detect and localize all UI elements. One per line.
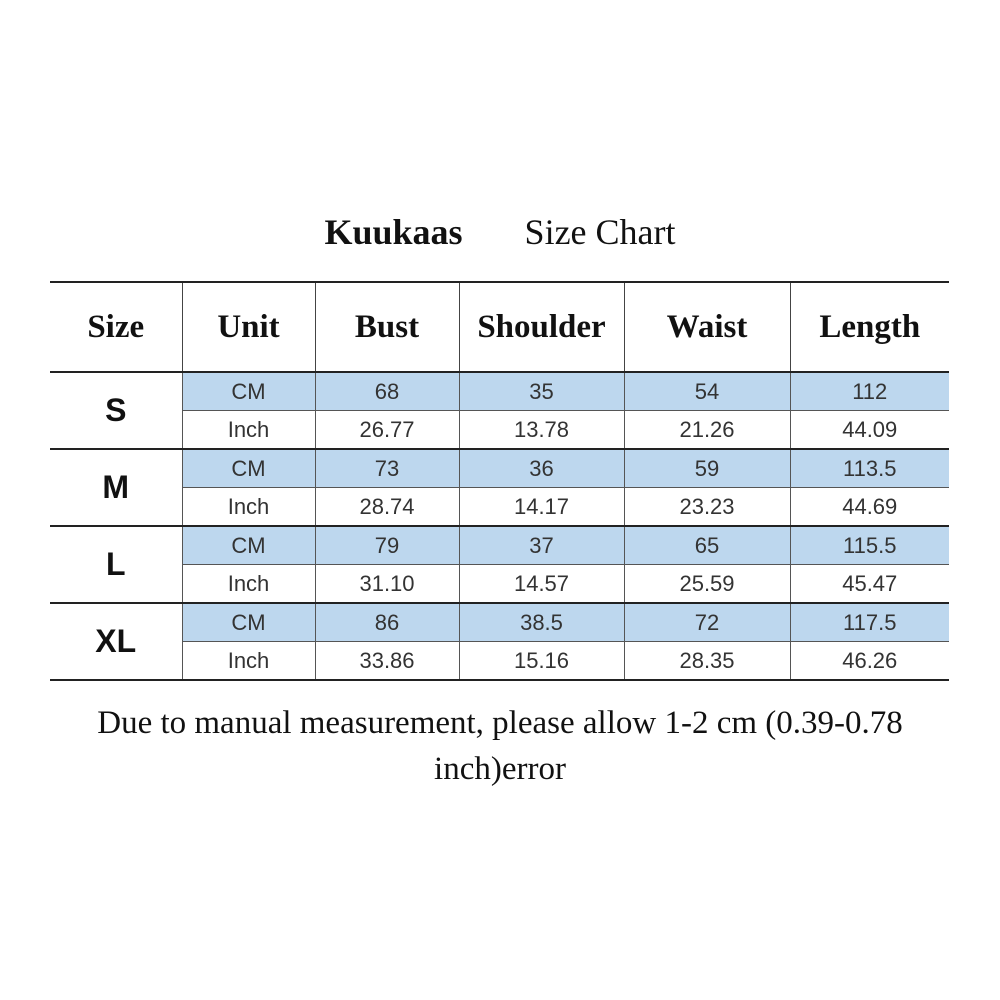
waist-cell: 65 (624, 526, 790, 565)
header-size: Size (50, 282, 182, 372)
unit-cell: Inch (182, 565, 315, 604)
unit-cell: Inch (182, 411, 315, 450)
unit-cell: CM (182, 449, 315, 488)
length-cell: 115.5 (790, 526, 949, 565)
shoulder-cell: 14.17 (459, 488, 624, 527)
bust-cell: 79 (315, 526, 459, 565)
shoulder-cell: 35 (459, 372, 624, 411)
unit-cell: Inch (182, 488, 315, 527)
waist-cell: 28.35 (624, 642, 790, 681)
size-label-l: L (50, 526, 182, 603)
waist-cell: 25.59 (624, 565, 790, 604)
length-cell: 46.26 (790, 642, 949, 681)
size-table (50, 281, 949, 681)
bust-cell: 68 (315, 372, 459, 411)
table-row-xl-cm (50, 603, 949, 642)
table-row-l-inch (50, 565, 949, 604)
length-cell: 45.47 (790, 565, 949, 604)
length-cell: 112 (790, 372, 949, 411)
header-unit: Unit (182, 282, 315, 372)
shoulder-cell: 36 (459, 449, 624, 488)
shoulder-cell: 37 (459, 526, 624, 565)
unit-cell: CM (182, 526, 315, 565)
header-waist: Waist (624, 282, 790, 372)
bust-cell: 26.77 (315, 411, 459, 450)
shoulder-cell: 13.78 (459, 411, 624, 450)
bust-cell: 31.10 (315, 565, 459, 604)
bust-cell: 86 (315, 603, 459, 642)
waist-cell: 21.26 (624, 411, 790, 450)
size-label-xl: XL (50, 603, 182, 680)
measurement-note: Due to manual measurement, please allow 1-2 cm (0.39-0.78 inch)error (97, 705, 903, 787)
length-cell: 117.5 (790, 603, 949, 642)
table-row-m-cm (50, 449, 949, 488)
unit-cell: CM (182, 603, 315, 642)
shoulder-cell: 15.16 (459, 642, 624, 681)
brand-name: Kuukaas (324, 212, 463, 252)
waist-cell: 59 (624, 449, 790, 488)
length-cell: 44.69 (790, 488, 949, 527)
bust-cell: 28.74 (315, 488, 459, 527)
length-cell: 113.5 (790, 449, 949, 488)
shoulder-cell: 14.57 (459, 565, 624, 604)
unit-cell: CM (182, 372, 315, 411)
unit-cell: Inch (182, 642, 315, 681)
waist-cell: 72 (624, 603, 790, 642)
header-length: Length (790, 282, 949, 372)
table-row-m-inch (50, 488, 949, 527)
size-label-m: M (50, 449, 182, 526)
waist-cell: 23.23 (624, 488, 790, 527)
table-row-s-cm (50, 372, 949, 411)
bust-cell: 33.86 (315, 642, 459, 681)
length-cell: 44.09 (790, 411, 949, 450)
table-row-xl-inch (50, 642, 949, 681)
size-label-s: S (50, 372, 182, 449)
title-subtitle: Size Chart (524, 212, 676, 252)
header-shoulder: Shoulder (459, 282, 624, 372)
bust-cell: 73 (315, 449, 459, 488)
table-row-l-cm (50, 526, 949, 565)
table-row-s-inch (50, 411, 949, 450)
header-row (50, 282, 949, 372)
header-bust: Bust (315, 282, 459, 372)
waist-cell: 54 (624, 372, 790, 411)
shoulder-cell: 38.5 (459, 603, 624, 642)
chart-title (0, 210, 1000, 254)
